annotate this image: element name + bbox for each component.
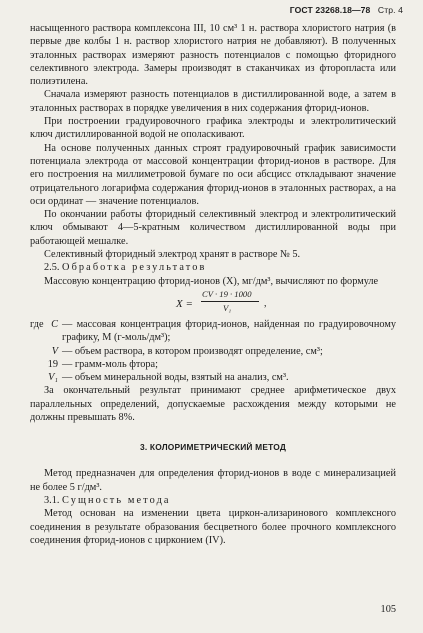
definition-text: — массовая концентрация фторид-ионов, найденная по градуировочному графику, М (г-моль/дм³); xyxy=(62,318,396,344)
definition-symbol: C xyxy=(51,318,58,330)
paragraph-formula-intro: Массовую концентрацию фторид-ионов (X), мг/дм³, вычисляют по формуле xyxy=(44,275,379,287)
definition-row xyxy=(30,371,396,384)
page-label: Стр. 4 xyxy=(377,5,403,15)
page-number: 105 xyxy=(380,604,396,615)
definition-symbol: V xyxy=(51,345,58,357)
subsection-heading-3-1 xyxy=(30,494,396,507)
definition-row xyxy=(30,358,396,371)
definition-text: — объем минеральной воды, взятый на анализ, см³. xyxy=(62,372,289,384)
formula-lhs: X = xyxy=(176,297,193,310)
subsection-number: 3.1. xyxy=(44,494,60,506)
definition-text: — объем раствора, в котором производят определение, см³; xyxy=(62,345,323,357)
paragraph-calibration-rinse: При построении градуировочного графика электроды и электролитический ключ дистиллированной водой не ополаскивают. xyxy=(30,116,396,141)
page-header xyxy=(290,5,403,15)
formula-denominator: V₁ xyxy=(223,302,232,313)
fraction-bar xyxy=(201,301,259,302)
paragraph-method-purpose: Метод предназначен для определения фторид-ионов в воде с минерализацией не более 5 г/дм³. xyxy=(30,468,396,493)
subsection-number: 2.5. xyxy=(44,262,60,274)
definition-row xyxy=(30,318,396,345)
paragraph-electrode-wash: По окончании работы фторидный селективный электрод и электролитический ключ обмывают 4—5-кратным количеством дистиллированной воды при работающей мешалке. xyxy=(30,209,396,247)
paragraph-calibration-graph: На основе полученных данных строят градуировочный график зависимости потенциала электрода от массовой концентрации фторид-ионов в растворе. Для его построения на миллиметровой бумаге по оси абсцисс откладывают значение отрицательного логарифма содержания фторид-ионов в эталонных растворах, а на оси ординат — значение потенциалов. xyxy=(30,142,396,207)
subsection-heading-2-5 xyxy=(30,261,396,274)
concentration-formula xyxy=(30,288,396,318)
section-heading-colorimetric: 3. КОЛОРИМЕТРИЧЕСКИЙ МЕТОД xyxy=(139,442,287,453)
subsection-title: Обработка результатов xyxy=(62,262,207,274)
paragraph-electrode-storage: Селективный фторидный электрод хранят в растворе № 5. xyxy=(44,249,301,261)
paragraph-method-principle: Метод основан на изменении цвета циркон-ализаринового комплексного соединения в результате образования бесцветного более прочного комплексного соединения фторид-ионов с цирконием (IV). xyxy=(30,508,396,546)
paragraph-solutions: насыщенного раствора комплексона III, 10 см³ 1 н. раствора хлористого натрия (в первые две колбы 1 н. раствор хлористого натрия не добавляют). В полученных эталонных растворах измеряют разность потенциалов с помощью фторидного селективного электрода. Замеры производят в стаканчиках из фторопласта или полиэтилена. xyxy=(30,23,396,88)
definition-row xyxy=(30,345,396,358)
definition-symbol: 19 xyxy=(47,358,58,370)
definition-symbol: V₁ xyxy=(48,372,58,384)
formula-definitions xyxy=(30,318,396,384)
standard-number: ГОСТ 23268.18—78 xyxy=(289,5,371,15)
paragraph-final-result: За окончательный результат принимают среднее арифметическое двух параллельных определений, допускаемые расхождения между которыми не должны превышать 8%. xyxy=(30,385,396,424)
subsection-title: Сущность метода xyxy=(62,494,171,506)
definition-text: — грамм-моль фтора; xyxy=(62,358,158,370)
definitions-intro: где xyxy=(30,318,44,330)
paragraph-measure-order: Сначала измеряют разность потенциалов в дистиллированной воде, а затем в эталонных растворах в порядке увеличения в них содержания фторид-ионов. xyxy=(30,89,396,114)
formula-comma: , xyxy=(264,297,267,309)
formula-numerator: CV · 19 · 1000 xyxy=(202,288,252,299)
